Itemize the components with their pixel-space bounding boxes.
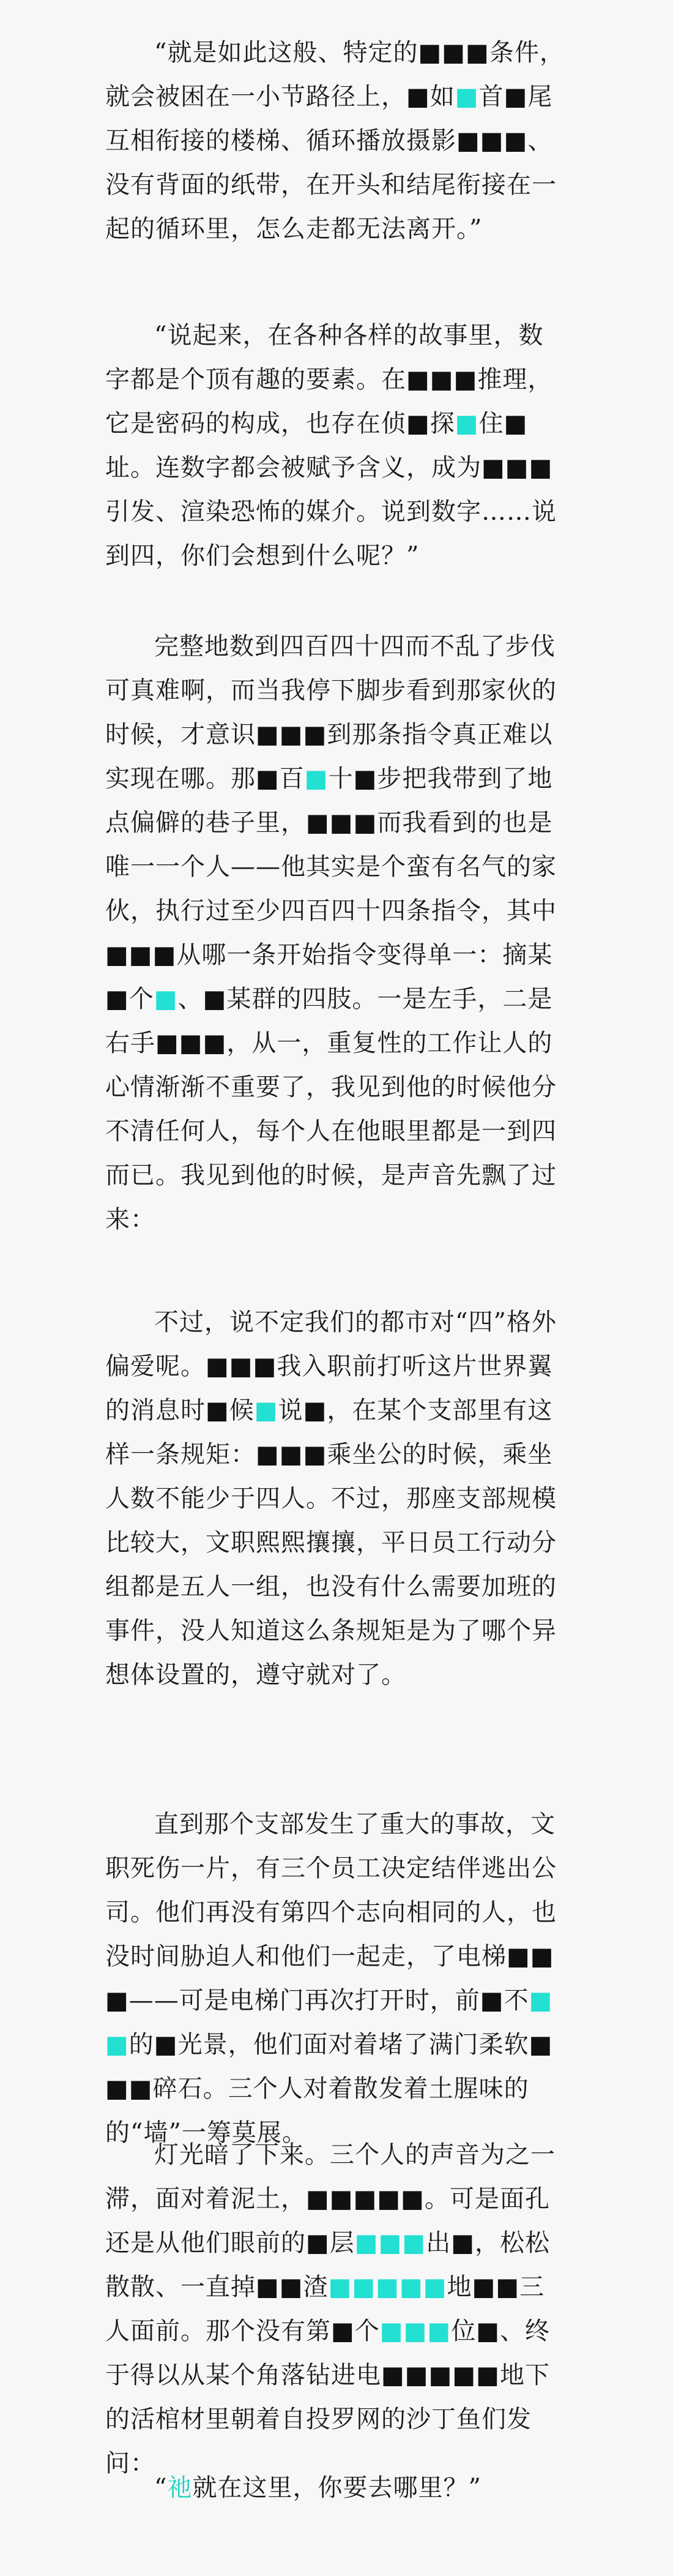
text-run: 渣 bbox=[303, 2273, 329, 2301]
text-run: 不 bbox=[504, 1986, 529, 2015]
redaction-mark-black: ■ bbox=[303, 1396, 327, 1425]
paragraph-3 bbox=[105, 624, 568, 1241]
redaction-mark-cyan: ■ bbox=[304, 765, 329, 793]
redaction-mark-black: ■ bbox=[206, 1396, 229, 1425]
redaction-mark-black: ■■■ bbox=[456, 127, 528, 155]
paragraph-5 bbox=[105, 1802, 568, 2155]
redaction-mark-black: ■ bbox=[451, 2229, 475, 2257]
text-run: 、终于得以从某个角落钻进电 bbox=[105, 2317, 550, 2389]
text-run: 三人面前。那个没有第 bbox=[105, 2273, 545, 2345]
redaction-mark-black: ■■■ bbox=[306, 809, 377, 837]
redaction-mark-black: ■ bbox=[480, 1986, 504, 2015]
text-run: 位 bbox=[451, 2317, 477, 2345]
text-run: “说起来，在各种各样的故事里，数字都是个顶有趣的要素。在 bbox=[105, 321, 544, 394]
paragraph-7 bbox=[105, 2466, 568, 2510]
redaction-mark-black: ■ bbox=[406, 83, 430, 111]
text-run: 、没有背面的纸带，在开头和结尾衔接在一起的循环里，怎么走都无法离开。” bbox=[105, 127, 557, 243]
text-run: 完整地数到四百四十四而不乱了步伐可真难啊，而当我停下脚步看到那家伙的时候，才意识 bbox=[105, 632, 557, 749]
text-run: 到那条指令真正难以实现在哪。那 bbox=[105, 721, 553, 793]
text-run: 说 bbox=[278, 1396, 303, 1425]
redaction-mark-black: ■ bbox=[353, 765, 377, 793]
text-run: 个 bbox=[354, 2317, 380, 2345]
text-run: 的 bbox=[128, 2031, 154, 2059]
text-run: 地下的活棺材里朝着自投罗网的沙丁鱼们发问： bbox=[105, 2361, 550, 2477]
text-run: 、 bbox=[177, 985, 203, 1013]
text-run: 出 bbox=[426, 2229, 452, 2257]
redaction-mark-black: ■ bbox=[256, 765, 280, 793]
text-run: 探 bbox=[429, 410, 455, 438]
redaction-mark-cyan: ■■ bbox=[105, 1986, 553, 2059]
text-run: 某群的四肢。一是左手，二是右手 bbox=[105, 985, 553, 1057]
highlighted-word: 祂 bbox=[167, 2474, 193, 2502]
text-run: 尾互相衔接的楼梯、循环播放摄影 bbox=[105, 83, 553, 155]
redaction-mark-cyan: ■ bbox=[254, 1396, 278, 1425]
redaction-mark-black: ■ bbox=[504, 410, 528, 438]
redaction-mark-black: ■ bbox=[154, 2031, 178, 2059]
text-run: 首 bbox=[478, 83, 504, 111]
text-run: ，从一，重复性的工作让人的心情渐渐不重要了，我见到他的时候他分不清任何人，每个人在他眼里都是一到四而已。我见到他的时候，是声音先飘了过来： bbox=[105, 1029, 557, 1234]
redaction-mark-black: ■ bbox=[331, 2317, 355, 2345]
redaction-mark-black: ■■■ bbox=[105, 1942, 554, 2015]
redaction-mark-cyan: ■■■ bbox=[354, 2229, 426, 2257]
redaction-mark-cyan: ■■■ bbox=[379, 2317, 452, 2345]
redaction-mark-black: ■■■ bbox=[482, 454, 553, 482]
text-run: 条件，就会被困在一小节路径上， bbox=[105, 39, 565, 111]
text-run: 乘坐公的时候，乘坐人数不能少于四人。不过，那座支部规模比较大，文职熙熙攘攘，平日员工行动分组都是五人一组，也没有什么需要加班的事件，没人知道这么条规矩是为了哪个异想体设置的，遵守就对了。 bbox=[105, 1440, 557, 1689]
redaction-mark-black: ■■■ bbox=[406, 365, 478, 394]
text-run: 直到那个支部发生了重大的事故，文职死伤一片，有三个员工决定结伴逃出公司。他们再没有第四个志向相同的人，也没时间胁迫人和他们一起走，了电梯 bbox=[105, 1810, 557, 1971]
text-run: 个 bbox=[128, 985, 154, 1013]
redaction-mark-cyan: ■ bbox=[154, 985, 178, 1013]
redaction-mark-black: ■■■ bbox=[105, 2031, 553, 2103]
paragraph-4 bbox=[105, 1300, 568, 1697]
text-run: 十 bbox=[328, 765, 354, 793]
redaction-mark-black: ■ bbox=[306, 2229, 330, 2257]
text-run: 层 bbox=[329, 2229, 355, 2257]
text-run: 步把我带到了地点偏僻的巷子里， bbox=[105, 765, 553, 837]
paragraph-1 bbox=[105, 31, 568, 251]
text-run: 而我看到的也是唯一一个人——他其实是个蛮有名气的家伙，执行过至少四百四十四条指令，其中 bbox=[105, 809, 557, 925]
text-run: 碎石。三个人对着散发着土腥味的的“墙”一筹莫展。 bbox=[105, 2075, 529, 2147]
redaction-mark-black: ■■■ bbox=[256, 1440, 327, 1469]
redaction-mark-black: ■■ bbox=[256, 2273, 303, 2301]
text-run: 就在这里，你要去哪里？” bbox=[192, 2474, 482, 2502]
text-run: 址。连数字都会被赋予含义，成为 bbox=[105, 454, 482, 482]
text-run: 。可是面孔还是从他们眼前的 bbox=[105, 2185, 550, 2257]
redaction-mark-black: ■ bbox=[105, 985, 129, 1013]
text-run: “就是如此这般、特定的 bbox=[154, 39, 418, 67]
redaction-mark-black: ■■■ bbox=[256, 721, 327, 749]
text-run: 候 bbox=[229, 1396, 255, 1425]
text-run: 住 bbox=[478, 410, 504, 438]
redaction-mark-black: ■ bbox=[203, 985, 227, 1013]
text-run: 灯光暗了下来。三个人的声音为之一滞，面对着泥土， bbox=[105, 2141, 556, 2213]
redaction-mark-black: ■■■ bbox=[105, 941, 177, 969]
text-run: 光景，他们面对着堵了满门柔软 bbox=[177, 2031, 529, 2059]
redaction-mark-cyan: ■ bbox=[455, 83, 479, 111]
redaction-mark-cyan: ■ bbox=[455, 410, 479, 438]
text-run: “ bbox=[154, 2474, 168, 2502]
redaction-mark-black: ■■■ bbox=[155, 1029, 227, 1057]
text-run: 从哪一条开始指令变得单一：摘某 bbox=[176, 941, 553, 969]
redaction-mark-black: ■■■ bbox=[418, 39, 489, 67]
text-run: 推理，它是密码的构成，也存在侦 bbox=[105, 365, 553, 438]
paragraph-2 bbox=[105, 313, 568, 578]
text-run: 地 bbox=[447, 2273, 472, 2301]
redaction-mark-black: ■■■ bbox=[206, 1352, 277, 1380]
redaction-mark-cyan: ■■■■■ bbox=[328, 2273, 447, 2301]
redaction-mark-black: ■■■■■ bbox=[381, 2361, 500, 2389]
text-run: 引发、渲染恐怖的媒介。说到数字……说到四，你们会想到什么呢？” bbox=[105, 498, 557, 570]
text-run: ——可是电梯门再次打开时，前 bbox=[128, 1986, 480, 2015]
redaction-mark-black: ■■ bbox=[472, 2273, 520, 2301]
redaction-mark-black: ■ bbox=[504, 83, 528, 111]
redaction-mark-black: ■ bbox=[406, 410, 430, 438]
paragraph-6 bbox=[105, 2133, 568, 2485]
text-run: ，松松散散、一直掉 bbox=[105, 2229, 550, 2301]
text-run: 如 bbox=[429, 83, 455, 111]
redaction-mark-black: ■■■■■ bbox=[306, 2185, 425, 2213]
redaction-mark-black: ■ bbox=[476, 2317, 500, 2345]
text-run: ，在某个支部里有这样一条规矩： bbox=[105, 1396, 553, 1469]
text-run: 我入职前打听这片世界翼的消息时 bbox=[105, 1352, 553, 1425]
text-run: 百 bbox=[279, 765, 305, 793]
text-run: 不过，说不定我们的都市对“四”格外偏爱呢。 bbox=[105, 1308, 557, 1380]
